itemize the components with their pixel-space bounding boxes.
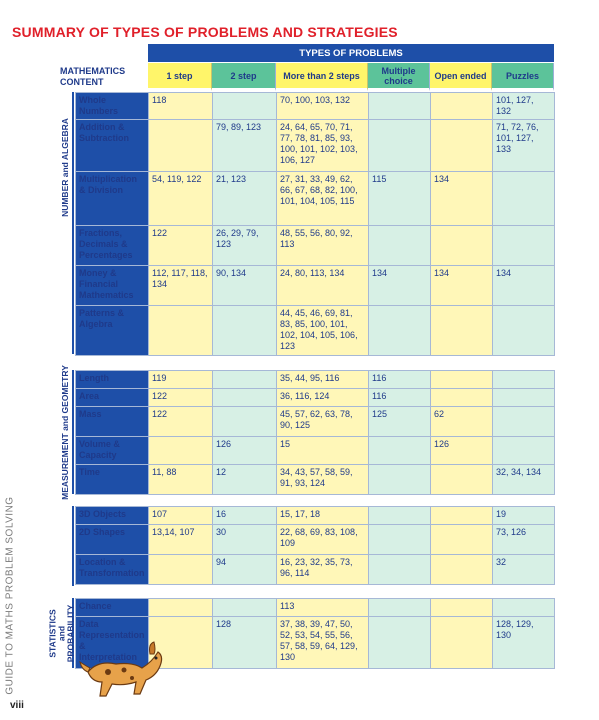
table-row — [76, 172, 555, 226]
table-cell — [431, 525, 493, 555]
row-heading: Multiplication & Division — [76, 172, 149, 226]
table-cell — [369, 507, 431, 525]
table-cell — [213, 407, 277, 437]
number-algebra-table — [75, 92, 555, 356]
column-header-multiple-choice: Multiple choice — [368, 63, 430, 91]
table-cell: 37, 38, 39, 47, 50, 52, 53, 54, 55, 56, 57, 58, 59, 64, 129, 130 — [277, 617, 369, 669]
book-title-sidebar — [0, 495, 20, 695]
table-cell: 128 — [213, 617, 277, 669]
table-cell — [149, 555, 213, 585]
table-cell: 16, 23, 32, 35, 73, 96, 114 — [277, 555, 369, 585]
table-cell: 122 — [149, 389, 213, 407]
column-header-open-ended: Open ended — [430, 63, 492, 91]
table-row — [76, 507, 555, 525]
table-row — [76, 371, 555, 389]
table-cell: 26, 29, 79, 123 — [213, 226, 277, 266]
table-cell: 101, 127, 132 — [493, 93, 555, 120]
table-cell — [493, 599, 555, 617]
table-cell — [431, 371, 493, 389]
table-cell: 24, 64, 65, 70, 71, 77, 78, 81, 85, 93, 100, 101, 102, 103, 106, 127 — [277, 120, 369, 172]
table-cell — [493, 389, 555, 407]
row-heading: Fractions, Decimals & Percentages — [76, 226, 149, 266]
table-cell: 134 — [431, 172, 493, 226]
table-cell: 44, 45, 46, 69, 81, 83, 85, 100, 101, 102, 104, 105, 106, 123 — [277, 306, 369, 356]
table-cell: 70, 100, 103, 132 — [277, 93, 369, 120]
table-cell — [431, 507, 493, 525]
row-heading: Mass — [76, 407, 149, 437]
content-label: CONTENT — [60, 77, 104, 87]
row-heading: Data Representation & Interpretation — [76, 617, 149, 669]
table-cell: 116 — [369, 389, 431, 407]
table-cell: 27, 31, 33, 49, 62, 66, 67, 68, 82, 100, 101, 104, 105, 115 — [277, 172, 369, 226]
table-cell — [369, 226, 431, 266]
table-cell: 45, 57, 62, 63, 78, 90, 125 — [277, 407, 369, 437]
row-heading: Area — [76, 389, 149, 407]
table-cell: 79, 89, 123 — [213, 120, 277, 172]
section-label-statistics-probability — [47, 598, 76, 668]
table-cell — [431, 93, 493, 120]
table-cell — [493, 371, 555, 389]
table-cell — [213, 371, 277, 389]
table-cell: 11, 88 — [149, 465, 213, 495]
table-cell — [493, 306, 555, 356]
table-cell: 16 — [213, 507, 277, 525]
section-bracket — [72, 92, 74, 354]
geometry-table — [75, 506, 555, 585]
table-cell — [493, 172, 555, 226]
table-cell — [431, 389, 493, 407]
table-cell — [431, 306, 493, 356]
table-cell: 90, 134 — [213, 266, 277, 306]
table-cell: 54, 119, 122 — [149, 172, 213, 226]
row-heading: Volume & Capacity — [76, 437, 149, 465]
table-cell: 36, 116, 124 — [277, 389, 369, 407]
types-of-problems-header: TYPES OF PROBLEMS — [148, 44, 554, 62]
table-cell — [213, 599, 277, 617]
table-cell — [493, 407, 555, 437]
column-header-1-step: 1 step — [148, 63, 212, 91]
row-heading: Patterns & Algebra — [76, 306, 149, 356]
row-heading: Chance — [76, 599, 149, 617]
table-cell: 94 — [213, 555, 277, 585]
table-cell: 32 — [493, 555, 555, 585]
table-row — [76, 266, 555, 306]
table-cell: 15, 17, 18 — [277, 507, 369, 525]
table-cell — [369, 120, 431, 172]
section-label-text: MEASUREMENT and GEOMETRY — [59, 364, 70, 500]
table-cell: 126 — [213, 437, 277, 465]
table-cell: 115 — [369, 172, 431, 226]
table-cell — [431, 465, 493, 495]
table-cell: 32, 34, 134 — [493, 465, 555, 495]
table-cell — [149, 306, 213, 356]
table-cell — [213, 93, 277, 120]
table-cell — [493, 437, 555, 465]
table-cell: 15 — [277, 437, 369, 465]
table-cell: 71, 72, 76, 101, 127, 133 — [493, 120, 555, 172]
section-bracket — [72, 370, 74, 494]
table-row — [76, 389, 555, 407]
table-cell — [369, 437, 431, 465]
measurement-table — [75, 370, 555, 495]
table-cell: 62 — [431, 407, 493, 437]
column-header-puzzles: Puzzles — [492, 63, 554, 91]
table-cell — [431, 120, 493, 172]
column-header-2-step: 2 step — [212, 63, 276, 91]
page-number: viii — [10, 700, 24, 711]
table-cell: 128, 129, 130 — [493, 617, 555, 669]
table-cell: 122 — [149, 407, 213, 437]
table-cell — [149, 599, 213, 617]
table-cell: 118 — [149, 93, 213, 120]
table-cell: 19 — [493, 507, 555, 525]
row-heading: Whole Numbers — [76, 93, 149, 120]
table-cell — [213, 389, 277, 407]
table-cell — [369, 599, 431, 617]
mathematics-label: MATHEMATICS — [60, 66, 126, 76]
table-cell: 12 — [213, 465, 277, 495]
table-cell: 119 — [149, 371, 213, 389]
table-row — [76, 407, 555, 437]
book-title-text: GUIDE TO MATHS PROBLEM SOLVING — [4, 495, 16, 695]
table-row — [76, 93, 555, 120]
section-label-text: STATISTICS and PROBABILITY — [47, 604, 76, 662]
table-cell: 73, 126 — [493, 525, 555, 555]
dog-illustration — [78, 632, 168, 702]
table-cell: 34, 43, 57, 58, 59, 91, 93, 124 — [277, 465, 369, 495]
table-cell: 116 — [369, 371, 431, 389]
table-row — [76, 437, 555, 465]
table-cell — [149, 437, 213, 465]
table-row — [76, 555, 555, 585]
row-heading: Location & Transformation — [76, 555, 149, 585]
table-row — [76, 120, 555, 172]
table-cell — [369, 555, 431, 585]
row-heading: Time — [76, 465, 149, 495]
table-cell — [431, 617, 493, 669]
section-label-number-algebra — [58, 92, 72, 242]
section-label-text: NUMBER and ALGEBRA — [59, 117, 70, 217]
table-cell: 107 — [149, 507, 213, 525]
table-cell: 134 — [431, 266, 493, 306]
row-heading: Money & Financial Mathematics — [76, 266, 149, 306]
table-cell: 48, 55, 56, 80, 92, 113 — [277, 226, 369, 266]
row-heading: 3D Objects — [76, 507, 149, 525]
column-headers — [148, 63, 554, 91]
table-cell: 125 — [369, 407, 431, 437]
table-cell: 30 — [213, 525, 277, 555]
table-cell: 112, 117, 118, 134 — [149, 266, 213, 306]
row-heading: Length — [76, 371, 149, 389]
table-cell: 22, 68, 69, 83, 108, 109 — [277, 525, 369, 555]
page-title: SUMMARY OF TYPES OF PROBLEMS AND STRATEGIES — [12, 24, 398, 40]
table-cell — [149, 120, 213, 172]
table-cell: 35, 44, 95, 116 — [277, 371, 369, 389]
section-bracket — [72, 506, 74, 586]
table-cell — [431, 599, 493, 617]
table-cell — [369, 306, 431, 356]
table-cell: 122 — [149, 226, 213, 266]
table-row — [76, 226, 555, 266]
column-header-more-than-2-steps: More than 2 steps — [276, 63, 368, 91]
table-row — [76, 465, 555, 495]
section-label-measurement-geometry — [58, 364, 72, 500]
table-cell: 21, 123 — [213, 172, 277, 226]
table-cell: 24, 80, 113, 134 — [277, 266, 369, 306]
table-cell: 13,14, 107 — [149, 525, 213, 555]
table-cell: 113 — [277, 599, 369, 617]
table-cell: 134 — [369, 266, 431, 306]
table-cell — [431, 555, 493, 585]
table-cell — [369, 465, 431, 495]
table-cell — [369, 93, 431, 120]
table-cell: 126 — [431, 437, 493, 465]
table-cell — [369, 525, 431, 555]
table-cell: 134 — [493, 266, 555, 306]
mathematics-content-label — [60, 66, 144, 88]
table-cell — [493, 226, 555, 266]
table-cell — [369, 617, 431, 669]
table-cell — [213, 306, 277, 356]
table-row — [76, 599, 555, 617]
table-cell — [431, 226, 493, 266]
table-row — [76, 525, 555, 555]
table-row — [76, 306, 555, 356]
row-heading: Addition & Subtraction — [76, 120, 149, 172]
row-heading: 2D Shapes — [76, 525, 149, 555]
